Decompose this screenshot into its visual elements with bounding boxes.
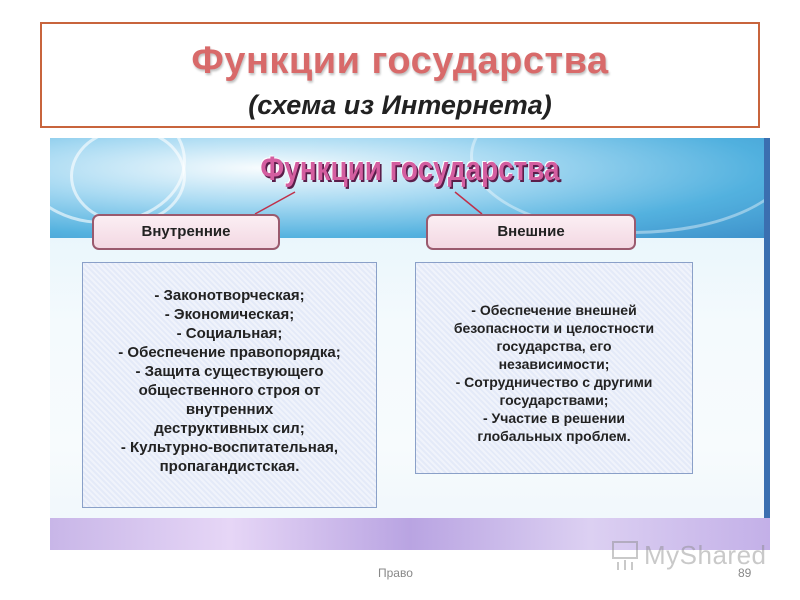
list-item: общественного строя от [138, 382, 321, 399]
list-item: государствами; [499, 392, 609, 408]
list-item: - Защита существующего [135, 363, 324, 380]
category-internal [92, 214, 280, 250]
list-item: государства, его [496, 338, 612, 354]
list-item: безопасности и целостности [453, 320, 655, 336]
list-item: глобальных проблем. [477, 428, 631, 444]
internal-functions-list [82, 262, 377, 508]
external-functions-list [415, 262, 693, 474]
list-item: - Культурно-воспитательная, [120, 439, 339, 456]
list-item: деструктивных сил; [154, 420, 305, 437]
category-internal-label: Внутренние [141, 223, 231, 240]
page-title: Функции государства [191, 40, 609, 82]
slide-edge-stripe [764, 138, 770, 550]
footer-subject: Право [378, 566, 413, 580]
list-item: - Социальная; [176, 325, 283, 342]
list-item: - Обеспечение правопорядка; [118, 344, 341, 361]
diagram-heading: Функции государства [260, 150, 560, 188]
watermark-text: MyShared [644, 540, 767, 570]
list-item: - Участие в решении [482, 410, 626, 426]
list-item: независимости; [498, 356, 610, 372]
connector-right [455, 192, 482, 214]
list-item: - Законотворческая; [154, 287, 305, 304]
list-item: пропагандистская. [159, 458, 300, 475]
diagram-slide [50, 138, 770, 550]
category-external [426, 214, 636, 250]
title-frame [40, 22, 760, 128]
list-item: внутренних [185, 401, 274, 418]
list-item: - Обеспечение внешней [471, 302, 637, 318]
page-number: 89 [738, 566, 752, 580]
connector-left [255, 192, 295, 214]
page-subtitle: (схема из Интернета) [248, 90, 552, 120]
list-item: - Сотрудничество с другими [455, 374, 653, 390]
category-external-label: Внешние [497, 223, 565, 240]
list-item: - Экономическая; [164, 306, 295, 323]
watermark-icon [610, 538, 640, 572]
